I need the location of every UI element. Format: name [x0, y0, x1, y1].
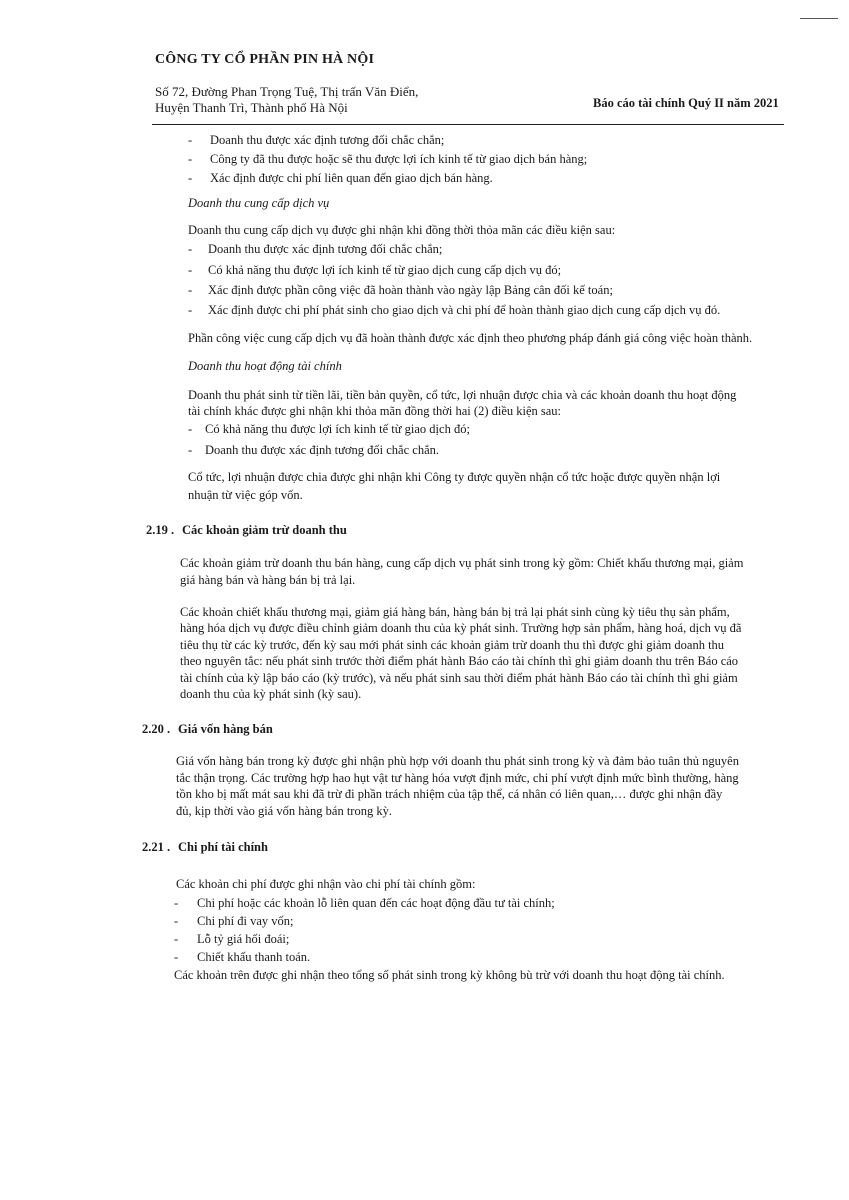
list-item: Doanh thu được xác định tương đối chắc chắn;	[210, 133, 445, 147]
section-title: Các khoản giảm trừ doanh thu	[182, 523, 347, 537]
paragraph: Doanh thu cung cấp dịch vụ được ghi nhận khi đồng thời thỏa mãn các điều kiện sau:	[188, 223, 616, 237]
list-item: Có khả năng thu được lợi ích kinh tế từ giao dịch đó;	[205, 422, 470, 436]
paragraph: Phần công việc cung cấp dịch vụ đã hoàn thành được xác định theo phương pháp đánh giá công việc hoàn thành.	[188, 331, 753, 345]
subheading-service-revenue: Doanh thu cung cấp dịch vụ	[188, 196, 330, 210]
bullet-dash: -	[174, 950, 179, 964]
paragraph: tắc thận trọng. Các trường hợp hao hụt vật tư hàng hóa vượt định mức, chi phí vượt định mức bình thường, hàng	[176, 771, 739, 785]
list-item: Doanh thu được xác định tương đối chắc chắn.	[205, 443, 439, 457]
paragraph: Các khoản trên được ghi nhận theo tổng số phát sinh trong kỳ không bù trừ với doanh thu hoạt động tài chính.	[174, 968, 725, 982]
subheading-finance-revenue: Doanh thu hoạt động tài chính	[188, 359, 342, 373]
section-number: 2.20 .	[142, 722, 171, 736]
paragraph: Các khoản giảm trừ doanh thu bán hàng, cung cấp dịch vụ phát sinh trong kỳ gồm: Chiết khấu thương mại, giảm	[180, 556, 744, 570]
paragraph: hàng hóa dịch vụ được điều chỉnh giảm doanh thu của kỳ phát sinh. Trường hợp sản phẩm, hàng hoá, dịch vụ đã	[180, 621, 742, 635]
bullet-dash: -	[174, 932, 179, 946]
paragraph: doanh thu của kỳ phát sinh (kỳ sau).	[180, 687, 362, 701]
paragraph: Giá vốn hàng bán trong kỳ được ghi nhận phù hợp với doanh thu phát sinh trong kỳ và đảm bảo tuân thủ nguyên	[176, 754, 739, 768]
list-item: Chi phí hoặc các khoản lỗ liên quan đến các hoạt động đầu tư tài chính;	[197, 896, 555, 910]
company-name: CÔNG TY CỔ PHẦN PIN HÀ NỘI	[155, 52, 375, 67]
list-item: Lỗ tỷ giá hối đoái;	[197, 932, 290, 946]
bullet-dash: -	[188, 283, 193, 297]
bullet-dash: -	[188, 152, 193, 166]
paragraph: tồn kho bị mất mát sau khi đã trừ đi phần trách nhiệm của tập thể, cá nhân có liên quan,… được ghi nhận đầy	[176, 787, 723, 801]
scan-mark	[800, 18, 838, 19]
list-item: Xác định được chi phí liên quan đến giao dịch bán hàng.	[210, 171, 493, 185]
bullet-dash: -	[188, 133, 193, 147]
paragraph: giá hàng bán và hàng bán bị trả lại.	[180, 573, 356, 587]
bullet-dash: -	[188, 171, 193, 185]
paragraph: Doanh thu phát sinh từ tiền lãi, tiền bản quyền, cổ tức, lợi nhuận được chia và các khoản doanh thu hoạt động	[188, 388, 737, 402]
list-item: Doanh thu được xác định tương đối chắc chắn;	[208, 242, 443, 256]
section-title: Giá vốn hàng bán	[178, 722, 273, 736]
list-item: Chi phí đi vay vốn;	[197, 914, 294, 928]
list-item: Chiết khấu thanh toán.	[197, 950, 311, 964]
paragraph: tài chính của kỳ lập báo cáo (kỳ trước), và nếu phát sinh sau thời điểm phát hành Báo cáo tài chính thì ghi giảm	[180, 671, 738, 685]
company-address-line2: Huyện Thanh Trì, Thành phố Hà Nội	[155, 100, 348, 115]
bullet-dash: -	[174, 896, 179, 910]
paragraph: Các khoản chiết khấu thương mại, giảm giá hàng bán, hàng bán bị trả lại phát sinh cùng kỳ tiêu thụ sản phẩm,	[180, 605, 730, 619]
paragraph: Cổ tức, lợi nhuận được chia được ghi nhận khi Công ty được quyền nhận cổ tức hoặc được quyền nhận lợi	[188, 470, 721, 484]
paragraph: nhuận từ việc góp vốn.	[188, 488, 303, 502]
bullet-dash: -	[188, 303, 193, 317]
paragraph: tiêu thụ từ các kỳ trước, đến kỳ sau mới phát sinh các khoản giảm trừ doanh thu thì được ghi giảm doanh thu	[180, 638, 725, 652]
paragraph: đủ, kịp thời vào giá vốn hàng bán trong kỳ.	[176, 804, 392, 818]
paragraph: Các khoản chi phí được ghi nhận vào chi phí tài chính gồm:	[176, 877, 476, 891]
report-title: Báo cáo tài chính Quý II năm 2021	[593, 96, 779, 110]
list-item: Có khả năng thu được lợi ích kinh tế từ giao dịch cung cấp dịch vụ đó;	[208, 263, 562, 277]
bullet-dash: -	[188, 242, 193, 256]
bullet-dash: -	[188, 443, 193, 457]
bullet-dash: -	[174, 914, 179, 928]
header-divider	[152, 124, 784, 125]
section-number: 2.19 .	[146, 523, 175, 537]
list-item: Xác định được chi phí phát sinh cho giao dịch và chi phí để hoàn thành giao dịch cung cấp dịch vụ đó.	[208, 303, 721, 317]
bullet-dash: -	[188, 263, 193, 277]
list-item: Xác định được phần công việc đã hoàn thành vào ngày lập Bảng cân đối kế toán;	[208, 283, 613, 297]
section-number: 2.21 .	[142, 840, 171, 854]
paragraph: theo nguyên tắc: nếu phát sinh trước thời điểm phát hành Báo cáo tài chính thì ghi giảm doanh thu trên Báo cáo	[180, 654, 739, 668]
bullet-dash: -	[188, 422, 193, 436]
section-title: Chi phí tài chính	[178, 840, 268, 854]
company-address-line1: Số 72, Đường Phan Trọng Tuệ, Thị trấn Văn Điển,	[155, 84, 419, 99]
list-item: Công ty đã thu được hoặc sẽ thu được lợi ích kinh tế từ giao dịch bán hàng;	[210, 152, 588, 166]
paragraph: tài chính khác được ghi nhận khi thỏa mãn đồng thời hai (2) điều kiện sau:	[188, 404, 562, 418]
